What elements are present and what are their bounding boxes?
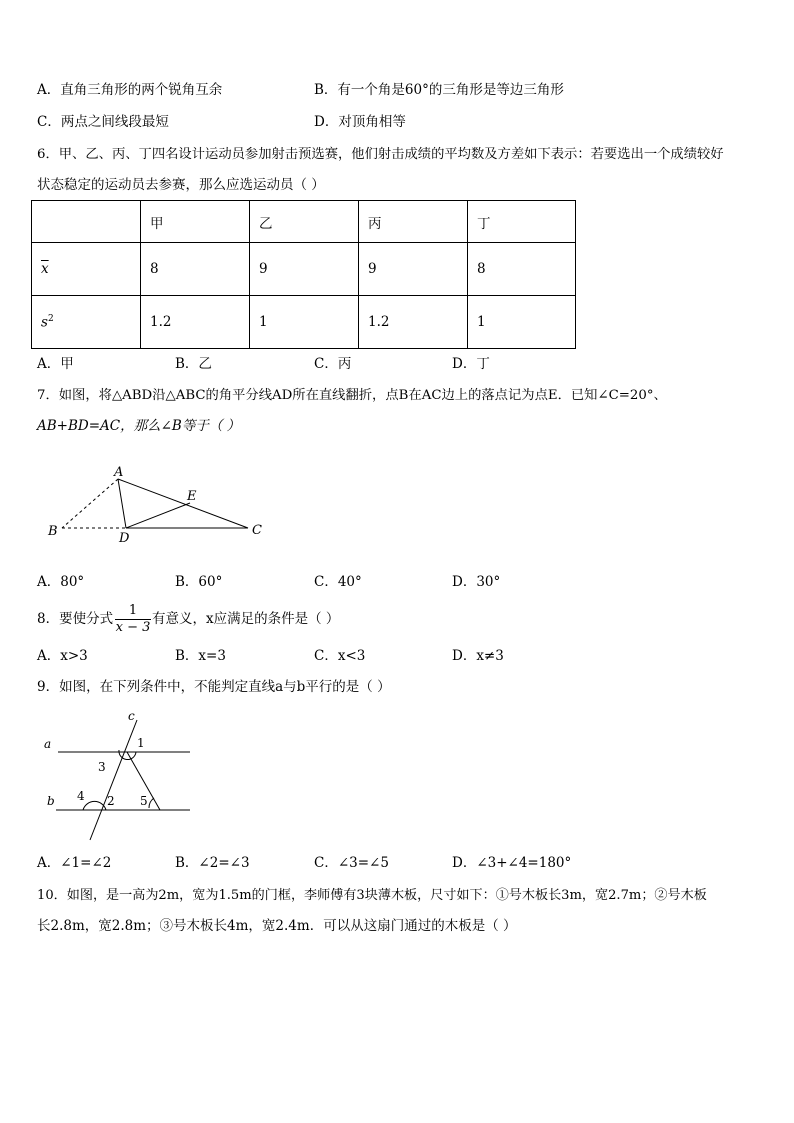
angle-3-arc — [119, 750, 136, 760]
label-angle-2: 2 — [107, 794, 115, 808]
segment-de — [126, 503, 190, 528]
q8-option-b: B．x=3 — [175, 648, 226, 664]
q8-option-c: C．x<3 — [314, 648, 366, 664]
label-point-b: B — [48, 524, 58, 539]
q5-option-c: C．两点之间线段最短 — [37, 114, 169, 130]
q5-option-d: D．对顶角相等 — [314, 114, 406, 130]
q7-option-a: A．80° — [37, 574, 85, 590]
table-cell: 9 — [250, 243, 359, 296]
fraction-numerator: 1 — [128, 603, 138, 618]
table-row-label-variance — [32, 296, 141, 349]
q9-option-d: D．∠3+∠4=180° — [452, 855, 572, 871]
q7-stem-line1: 7．如图，将△ABD沿△ABC的角平分线AD所在直线翻折，点B在AC边上的落点记为点E．已知∠C=20°、 — [37, 388, 667, 403]
table-row-label-mean — [32, 243, 141, 296]
table-cell: 1.2 — [359, 296, 468, 349]
q8-option-d: D．x≠3 — [452, 648, 504, 664]
q8-stem-suffix: 有意义，x应满足的条件是（ ） — [152, 611, 340, 627]
q7-option-c: C．40° — [314, 574, 362, 590]
label-point-c: C — [252, 523, 262, 538]
table-cell: 9 — [359, 243, 468, 296]
q10-stem-line1: 10．如图，是一高为2m，宽为1.5m的门框，李师傅有3块薄木板，尺寸如下：①号木板长3m，宽2.7m；②号木板 — [37, 888, 707, 903]
label-angle-4: 4 — [77, 789, 85, 803]
q8-option-a: A．x>3 — [37, 648, 88, 664]
q9-option-a: A．∠1=∠2 — [37, 855, 112, 871]
transversal-segment — [127, 752, 160, 810]
q6-stem-line1: 6．甲、乙、丙、丁四名设计运动员参加射击预选赛，他们射击成绩的平均数及方差如下表示：若要选出一个成绩较好 — [37, 147, 724, 162]
variance-symbol: s — [41, 314, 48, 331]
table-cell: 8 — [141, 243, 250, 296]
label-line-a: a — [44, 737, 52, 751]
q6-option-d: D．丁 — [452, 356, 490, 372]
q10-stem-line2: 长2.8m，宽2.8m；③号木板长4m，宽2.4m．可以从这扇门通过的木板是（ ） — [37, 918, 517, 934]
q9-stem: 9．如图，在下列条件中，不能判定直线a与b平行的是（ ） — [37, 679, 391, 695]
table-header-bing: 丙 — [359, 201, 468, 243]
table-cell: 1.2 — [141, 296, 250, 349]
table-header-yi: 乙 — [250, 201, 359, 243]
q9-option-c: C．∠3=∠5 — [314, 855, 389, 871]
label-angle-3: 3 — [98, 760, 106, 774]
angle-5-arc — [149, 798, 154, 808]
segment-ab-dashed — [62, 479, 118, 528]
q5-option-a: A．直角三角形的两个锐角互余 — [37, 82, 223, 98]
angle-4-arc — [83, 801, 106, 810]
label-angle-5: 5 — [140, 794, 148, 808]
table-header-jia: 甲 — [141, 201, 250, 243]
q6-data-table — [31, 200, 576, 349]
q5-option-b: B．有一个角是60°的三角形是等边三角形 — [314, 82, 564, 98]
label-point-d: D — [119, 531, 130, 546]
q6-stem-line2: 状态稳定的运动员去参赛，那么应选运动员（ ） — [37, 177, 325, 193]
line-c — [90, 720, 137, 840]
table-cell: 8 — [468, 243, 576, 296]
label-line-c: c — [128, 709, 135, 723]
segment-ad — [118, 479, 126, 528]
q9-option-b: B．∠2=∠3 — [175, 855, 250, 871]
q6-option-c: C．丙 — [314, 356, 352, 372]
mean-symbol: $\overline{x}$ — [41, 261, 49, 277]
q7-option-d: D．30° — [452, 574, 501, 590]
table-header-ding: 丁 — [468, 201, 576, 243]
table-cell: 1 — [468, 296, 576, 349]
q8-fraction — [115, 604, 151, 635]
label-line-b: b — [47, 794, 55, 808]
segment-ac — [118, 479, 248, 528]
label-point-a: A — [114, 465, 124, 480]
fraction-denominator: x − 3 — [115, 620, 151, 635]
table-cell: 1 — [250, 296, 359, 349]
variance-exponent: 2 — [47, 313, 54, 324]
q6-option-b: B．乙 — [175, 356, 212, 372]
q6-option-a: A．甲 — [37, 356, 74, 372]
q8-stem-prefix: 8．要使分式 — [37, 611, 114, 627]
label-angle-1: 1 — [137, 736, 145, 750]
label-point-e: E — [187, 489, 197, 504]
q7-stem-line2: AB+BD=AC，那么∠B等于（ ） — [37, 418, 241, 434]
q7-option-b: B．60° — [175, 574, 223, 590]
table-corner-cell — [32, 201, 141, 243]
